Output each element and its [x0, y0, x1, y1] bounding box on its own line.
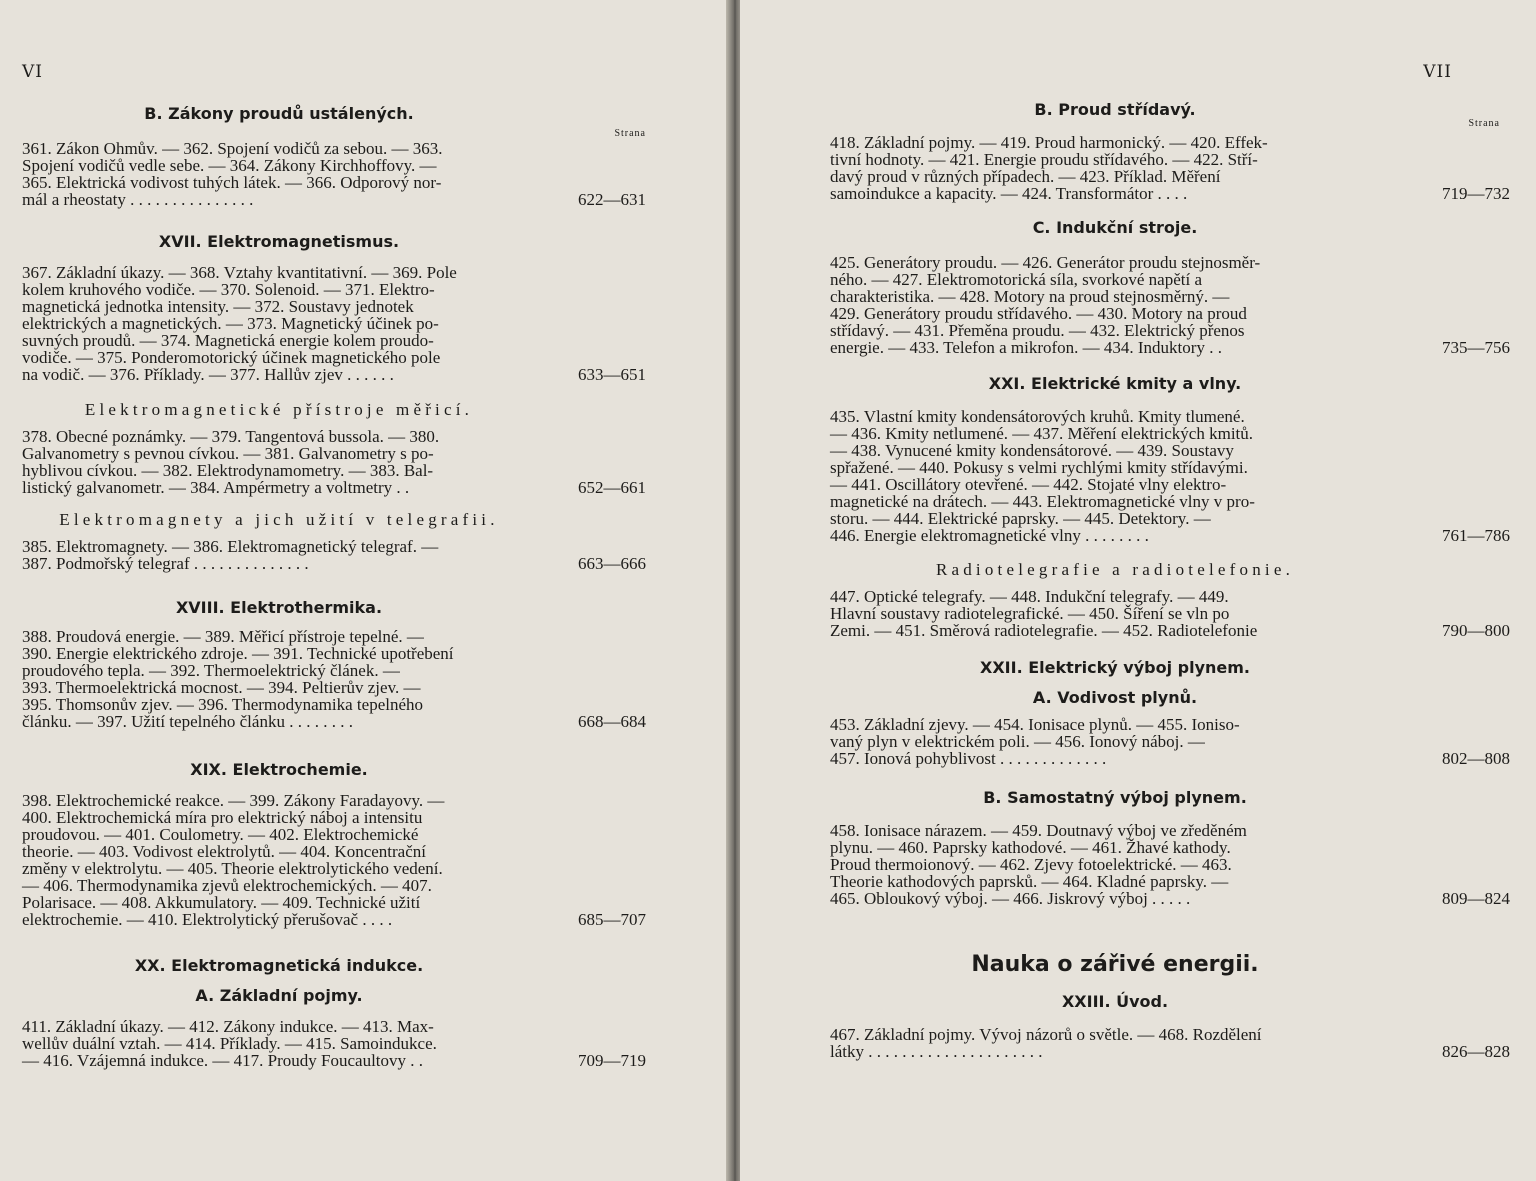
right-page: [740, 0, 1536, 1181]
page-number-left: VI: [22, 62, 43, 82]
toc-entry-pages: 663—666: [578, 554, 646, 573]
part-heading: Nauka o zářivé energii.: [971, 952, 1259, 977]
section-heading: A. Základní pojmy.: [195, 986, 363, 1005]
toc-entry-pages: 802—808: [1442, 749, 1510, 768]
toc-entry-pages: 652—661: [578, 478, 646, 497]
toc-entry-text: 447. Optické telegrafy. — 448. Indukční telegrafy. — 449. Hlavní soustavy radiotelegrafické. — 450. Šíření se vln po Zemi. — 451. Směrová radiotelegrafie. — 452. Radiotelefonie: [830, 587, 1258, 640]
section-heading: C. Indukční stroje.: [1032, 218, 1198, 237]
toc-entry: [22, 264, 646, 383]
toc-entry: [22, 792, 646, 928]
toc-entry: [830, 822, 1510, 907]
toc-entry-text: 425. Generátory proudu. — 426. Generátor proudu stejnosměr- ného. — 427. Elektromotorická síla, svorkové napětí a charakteristika. — 428. Motory na proud stejnosměrný. — 429. Generátory proudu střídavého. — 430. Motory na proud střídavý. — 431. Přeměna proudu. — 432. Elektrický přenos energie. — 433. Telefon a mikrofon. — 434. Induktory . .: [830, 253, 1261, 357]
toc-entry: [830, 408, 1510, 544]
strana-label-left: Strana: [614, 128, 646, 139]
left-page: [0, 0, 730, 1181]
toc-entry-pages: 719—732: [1442, 184, 1510, 203]
toc-entry: [22, 628, 646, 730]
toc-entry-text: 467. Základní pojmy. Vývoj názorů o světle. — 468. Rozdělení látky . . . . . . . . . . . . . . . . . . . . .: [830, 1025, 1262, 1061]
toc-entry-pages: 826—828: [1442, 1042, 1510, 1061]
left-contents-column: [22, 0, 646, 1181]
subsection-heading-spaced: Elektromagnetické přístroje měřicí.: [84, 400, 474, 419]
toc-entry-text: 388. Proudová energie. — 389. Měřicí přístroje tepelné. — 390. Energie elektrického zdroje. — 391. Technické upotřebení proudového tepla. — 392. Thermoelektrický článek. — 393. Thermoelektrická mocnost. — 394. Peltierův zjev. — 395. Thomsonův zjev. — 396. Thermodynamika tepelného článku. — 397. Užití tepelného článku . . . . . . . .: [22, 627, 454, 731]
toc-entry: [22, 428, 646, 496]
chapter-heading: XX. Elektromagnetická indukce.: [134, 956, 424, 975]
toc-entry-text: 453. Základní zjevy. — 454. Ionisace plynů. — 455. Ioniso- vaný plyn v elektrickém poli. — 456. Ionový náboj. — 457. Ionová pohyblivost . . . . . . . . . . . . .: [830, 715, 1240, 768]
toc-entry: [830, 716, 1510, 767]
toc-entry-text: 378. Obecné poznámky. — 379. Tangentová bussola. — 380. Galvanometry s pevnou cívkou. — 381. Galvanometry s po- hyblivou cívkou. — 382. Elektrodynamometry. — 383. Bal- listický galvanometr. — 384. Ampérmetry a voltmetry . .: [22, 427, 440, 497]
section-heading: B. Proud střídavý.: [1034, 100, 1196, 119]
section-heading: B. Samostatný výboj plynem.: [983, 788, 1247, 807]
chapter-heading: XXI. Elektrické kmity a vlny.: [988, 374, 1242, 393]
section-heading: A. Vodivost plynů.: [1032, 688, 1198, 707]
right-contents-column: [830, 0, 1510, 1181]
toc-entry-pages: 622—631: [578, 190, 646, 209]
toc-entry: [22, 538, 646, 572]
chapter-heading: XVII. Elektromagnetismus.: [158, 232, 400, 251]
toc-entry-text: 418. Základní pojmy. — 419. Proud harmonický. — 420. Effek- tivní hodnoty. — 421. Energie proudu střídavého. — 422. Stří- davý proud v různých případech. — 423. Příklad. Měření samoindukce a kapacity. — 424. Transformátor . . . .: [830, 133, 1268, 203]
toc-entry-text: 435. Vlastní kmity kondensátorových kruhů. Kmity tlumené. — 436. Kmity netlumené. — 437. Měření elektrických kmitů. — 438. Vynucené kmity kondensátorové. — 439. Soustavy spřažené. — 440. Pokusy s velmi rychlými kmity střídavými. — 441. Oscillátory otevřené. — 442. Stojaté vlny elektro- magnetické na drátech. — 443. Elektromagnetické vlny v pro- storu. — 444. Elektrické paprsky. — 445. Detektory. — 446. Energie elektromagnetické vlny . . . . . . . .: [830, 407, 1255, 545]
toc-entry: [830, 588, 1510, 639]
toc-entry-pages: 633—651: [578, 365, 646, 384]
toc-entry-text: 361. Zákon Ohmův. — 362. Spojení vodičů za sebou. — 363. Spojení vodičů vedle sebe. — 364. Zákony Kirchhoffovy. — 365. Elektrická vodivost tuhých látek. — 366. Odporový nor- mál a rheostaty . . . . . . . . . . . . . . .: [22, 139, 443, 209]
toc-entry-pages: 709—719: [578, 1051, 646, 1070]
toc-entry: [830, 1026, 1510, 1060]
toc-entry-pages: 809—824: [1442, 889, 1510, 908]
toc-entry: [22, 140, 646, 208]
toc-entry-pages: 735—756: [1442, 338, 1510, 357]
toc-entry: [22, 1018, 646, 1069]
toc-entry-text: 367. Základní úkazy. — 368. Vztahy kvantitativní. — 369. Pole kolem kruhového vodiče. — 370. Solenoid. — 371. Elektro- magnetická jednotka intensity. — 372. Soustavy jednotek elektrických a magnetických. — 373. Magnetický účinek po- suvných proudů. — 374. Magnetická energie kolem proudo- vodiče. — 375. Ponderomotorický účinek magnetického pole na vodič. — 376. Příklady. — 377. Hallův zjev . . . . . .: [22, 263, 457, 384]
chapter-heading: XXIII. Úvod.: [1061, 992, 1169, 1011]
toc-entry-pages: 668—684: [578, 712, 646, 731]
subsection-heading-spaced: Elektromagnety a jich užití v telegrafii.: [59, 510, 499, 529]
toc-entry-text: 398. Elektrochemické reakce. — 399. Zákony Faradayovy. — 400. Elektrochemická míra pro elektrický náboj a intensitu proudovou. — 401. Coulometry. — 402. Elektrochemické theorie. — 403. Vodivost elektrolytů. — 404. Koncentrační změny v elektrolytu. — 405. Theorie elektrolytického vedení. — 406. Thermodynamika zjevů elektrochemických. — 407. Polarisace. — 408. Akkumulatory. — 409. Technické užití elektrochemie. — 410. Elektrolytický přerušovač . . . .: [22, 791, 445, 929]
toc-entry-pages: 685—707: [578, 910, 646, 929]
chapter-heading: XXII. Elektrický výboj plynem.: [980, 658, 1250, 677]
chapter-heading: XIX. Elektrochemie.: [190, 760, 368, 779]
subsection-heading-spaced: Radiotelegrafie a radiotelefonie.: [935, 560, 1295, 579]
toc-entry-text: 411. Základní úkazy. — 412. Zákony indukce. — 413. Max- wellův duální vztah. — 414. Příklady. — 415. Samoindukce. — 416. Vzájemná indukce. — 417. Proudy Foucaultovy . .: [22, 1017, 437, 1070]
page-number-right: VII: [1423, 62, 1452, 82]
toc-entry-pages: 790—800: [1442, 621, 1510, 640]
strana-label-right: Strana: [1468, 118, 1500, 129]
toc-entry-pages: 761—786: [1442, 526, 1510, 545]
toc-entry: [830, 134, 1510, 202]
chapter-heading: XVIII. Elektrothermika.: [175, 598, 383, 617]
section-heading: B. Zákony proudů ustálených.: [144, 104, 414, 123]
toc-entry-text: 458. Ionisace nárazem. — 459. Doutnavý výboj ve zředěném plynu. — 460. Paprsky kathodové. — 461. Žhavé kathody. Proud thermoionový. — 462. Zjevy fotoelektrické. — 463. Theorie kathodových paprsků. — 464. Kladné paprsky. — 465. Obloukový výboj. — 466. Jiskrový výboj . . . . .: [830, 821, 1247, 908]
toc-entry: [830, 254, 1510, 356]
toc-entry-text: 385. Elektromagnety. — 386. Elektromagnetický telegraf. — 387. Podmořský telegraf . . . . . . . . . . . . . .: [22, 537, 439, 573]
